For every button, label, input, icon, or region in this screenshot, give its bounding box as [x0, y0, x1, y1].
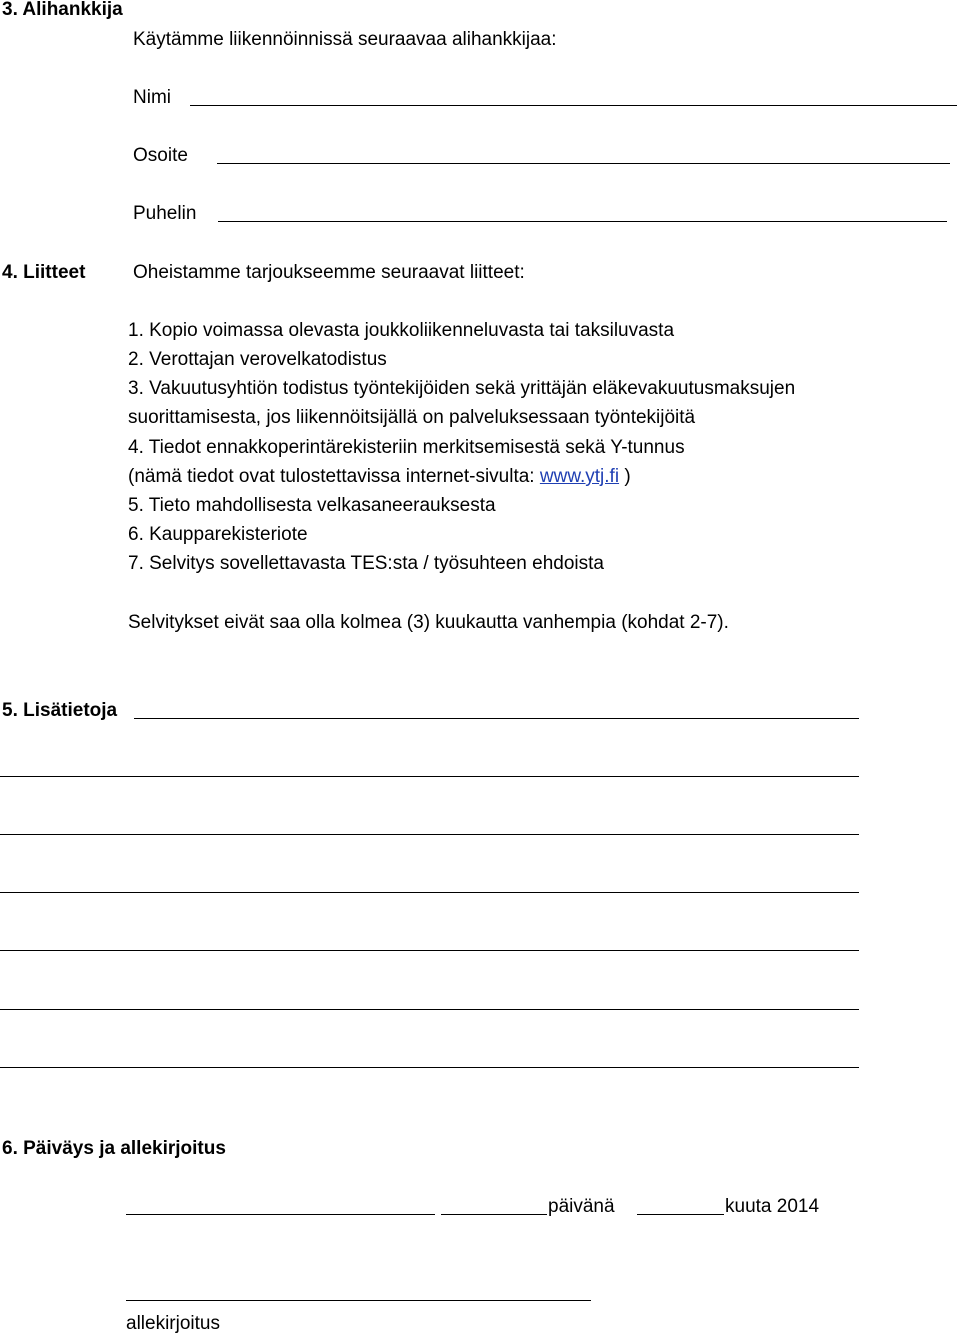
section-4-heading: 4. Liitteet — [2, 262, 86, 283]
additional-info-line-2[interactable] — [0, 776, 859, 777]
place-field-line[interactable] — [126, 1214, 435, 1215]
attachment-item-3: 3. Vakuutusyhtiön todistus työntekijöiden sekä yrittäjän eläkevakuutusmaksujen — [128, 378, 796, 399]
additional-info-line-3[interactable] — [0, 834, 859, 835]
attachment-item-4: 4. Tiedot ennakkoperintärekisteriin merkitsemisestä sekä Y-tunnus — [128, 437, 685, 458]
signature-label: allekirjoitus — [126, 1313, 220, 1334]
name-field-line[interactable] — [190, 105, 957, 106]
month-field-line[interactable] — [637, 1214, 724, 1215]
attachment-item-1: 1. Kopio voimassa olevasta joukkoliikenneluvasta tai taksiluvasta — [128, 320, 675, 341]
additional-info-line-6[interactable] — [0, 1009, 859, 1010]
address-label: Osoite — [133, 145, 188, 166]
attachment-item-4-cont-text: (nämä tiedot ovat tulostettavissa internet-sivulta: — [128, 466, 535, 487]
phone-label: Puhelin — [133, 203, 197, 224]
attachments-note: Selvitykset eivät saa olla kolmea (3) kuukautta vanhempia (kohdat 2-7). — [128, 612, 729, 633]
attachment-item-7: 7. Selvitys sovellettavasta TES:sta / työsuhteen ehdoista — [128, 553, 604, 574]
section-5-heading: 5. Lisätietoja — [2, 700, 118, 721]
ytj-link[interactable]: www.ytj.fi — [539, 466, 620, 487]
link-close-paren: ) — [624, 466, 631, 487]
section-3-heading: 3. Alihankkija — [2, 0, 123, 20]
attachment-item-3-cont: suorittamisesta, jos liikennöitsijällä on palveluksessaan työntekijöitä — [128, 407, 696, 428]
additional-info-line-5[interactable] — [0, 950, 859, 951]
attachment-item-5: 5. Tieto mahdollisesta velkasaneerauksesta — [128, 495, 496, 516]
day-field-line[interactable] — [441, 1214, 547, 1215]
additional-info-line-4[interactable] — [0, 892, 859, 893]
signature-line[interactable] — [126, 1300, 591, 1301]
attachment-item-6: 6. Kaupparekisteriote — [128, 524, 308, 545]
address-field-line[interactable] — [217, 163, 950, 164]
phone-field-line[interactable] — [218, 221, 947, 222]
section-6-heading: 6. Päiväys ja allekirjoitus — [2, 1138, 226, 1159]
attachment-item-2: 2. Verottajan verovelkatodistus — [128, 349, 387, 370]
date-word: päivänä — [548, 1196, 615, 1217]
additional-info-line-7[interactable] — [0, 1067, 859, 1068]
section-4-intro: Oheistamme tarjoukseemme seuraavat liitteet: — [133, 262, 525, 283]
additional-info-line-1[interactable] — [134, 718, 859, 719]
month-year-text: kuuta 2014 — [725, 1196, 820, 1217]
section-3-intro: Käytämme liikennöinnissä seuraavaa alihankkijaa: — [133, 29, 557, 50]
name-label: Nimi — [133, 87, 171, 108]
attachment-item-4-cont — [128, 467, 631, 486]
